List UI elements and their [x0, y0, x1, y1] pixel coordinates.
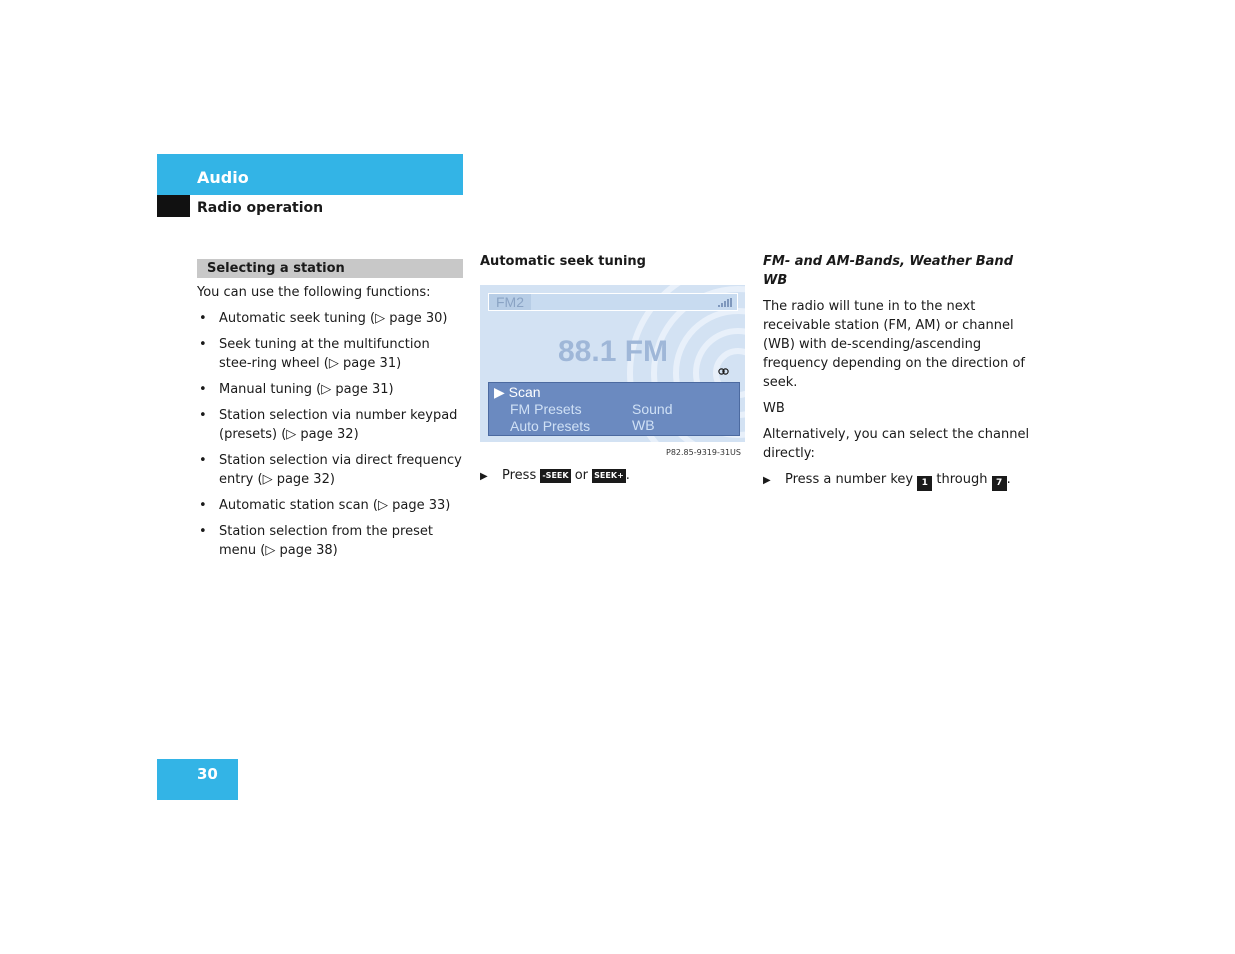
column-heading: Automatic seek tuning [480, 254, 646, 269]
list-item-text: Station selection via number keypad (presets) (▷ page 32) [219, 408, 458, 442]
left-column [197, 259, 463, 567]
right-column [763, 252, 1035, 491]
display-status-bar [488, 293, 738, 311]
instruction-or: or [574, 468, 589, 483]
menu-item-sound[interactable]: Sound [632, 401, 673, 417]
seek-up-key: SEEK+ [592, 469, 626, 483]
step-arrow-icon: ▶ [763, 475, 771, 486]
list-item [197, 522, 463, 560]
list-item [197, 406, 463, 444]
list-item-text: Station selection from the preset menu (▷ page 38) [219, 524, 433, 558]
intro-text: You can use the following functions: [197, 285, 431, 300]
bullet-icon: • [199, 382, 207, 397]
instruction-end: . [625, 468, 630, 483]
step-arrow-icon: ▶ [480, 471, 488, 482]
number-key-7: 7 [992, 476, 1007, 491]
bullet-icon: • [199, 311, 207, 326]
selection-arrow-icon: ▶ [494, 384, 505, 400]
menu-item-label: Scan [508, 384, 541, 400]
list-item [197, 380, 463, 399]
paragraph: The radio will tune in to the next receivable station (FM, AM) or channel (WB) with de-scending/ascending frequency depending on the direction of seek. [763, 299, 1025, 390]
wb-label: WB [763, 401, 785, 416]
bullet-icon: • [199, 337, 207, 352]
column-heading: FM- and AM-Bands, Weather Band WB [763, 254, 1013, 288]
bullet-icon: • [199, 498, 207, 513]
chapter-header [157, 154, 463, 195]
bullet-icon: • [199, 453, 207, 468]
menu-item-wb[interactable]: WB [632, 417, 655, 433]
band-indicator: FM2 [489, 294, 531, 310]
menu-item-fm-presets[interactable]: FM Presets [510, 401, 582, 417]
list-item-text: Automatic station scan (▷ page 33) [219, 498, 451, 513]
bullet-icon: • [199, 524, 207, 539]
radio-menu [488, 382, 740, 436]
instruction-end: . [1006, 472, 1011, 487]
section-marker [157, 195, 190, 217]
list-item-text: Station selection via direct frequency entry (▷ page 32) [219, 453, 462, 487]
middle-column [480, 252, 746, 483]
instruction-text: Press a number key [785, 472, 914, 487]
frequency-readout: 88.1 FM [558, 335, 669, 368]
page-number: 30 [197, 765, 218, 783]
list-item [197, 335, 463, 373]
seek-down-key: -SEEK [540, 469, 570, 483]
section-subtitle: Radio operation [197, 200, 324, 216]
stereo-icon [718, 368, 729, 375]
chapter-title: Audio [197, 168, 249, 187]
function-list [197, 309, 463, 560]
list-item-text: Automatic seek tuning (▷ page 30) [219, 311, 448, 326]
figure-caption: P82.85-9319-31US [666, 448, 741, 457]
instruction-through: through [936, 472, 988, 487]
page-number-tab [157, 759, 238, 800]
instruction-text: Press [502, 468, 537, 483]
menu-item-scan[interactable] [494, 384, 541, 401]
list-item [197, 451, 463, 489]
channel-instruction [763, 470, 1035, 491]
paragraph: Alternatively, you can select the channel directly: [763, 427, 1030, 461]
list-item-text: Manual tuning (▷ page 31) [219, 382, 394, 397]
radio-display [480, 285, 745, 442]
bullet-icon: • [199, 408, 207, 423]
list-item-text: Seek tuning at the multifunction stee-ring wheel (▷ page 31) [219, 337, 430, 371]
menu-item-auto-presets[interactable]: Auto Presets [510, 418, 591, 434]
seek-instruction [480, 466, 630, 486]
signal-strength-icon [718, 298, 732, 307]
list-item [197, 496, 463, 515]
list-item [197, 309, 463, 328]
section-heading: Selecting a station [197, 259, 463, 278]
number-key-1: 1 [917, 476, 932, 491]
